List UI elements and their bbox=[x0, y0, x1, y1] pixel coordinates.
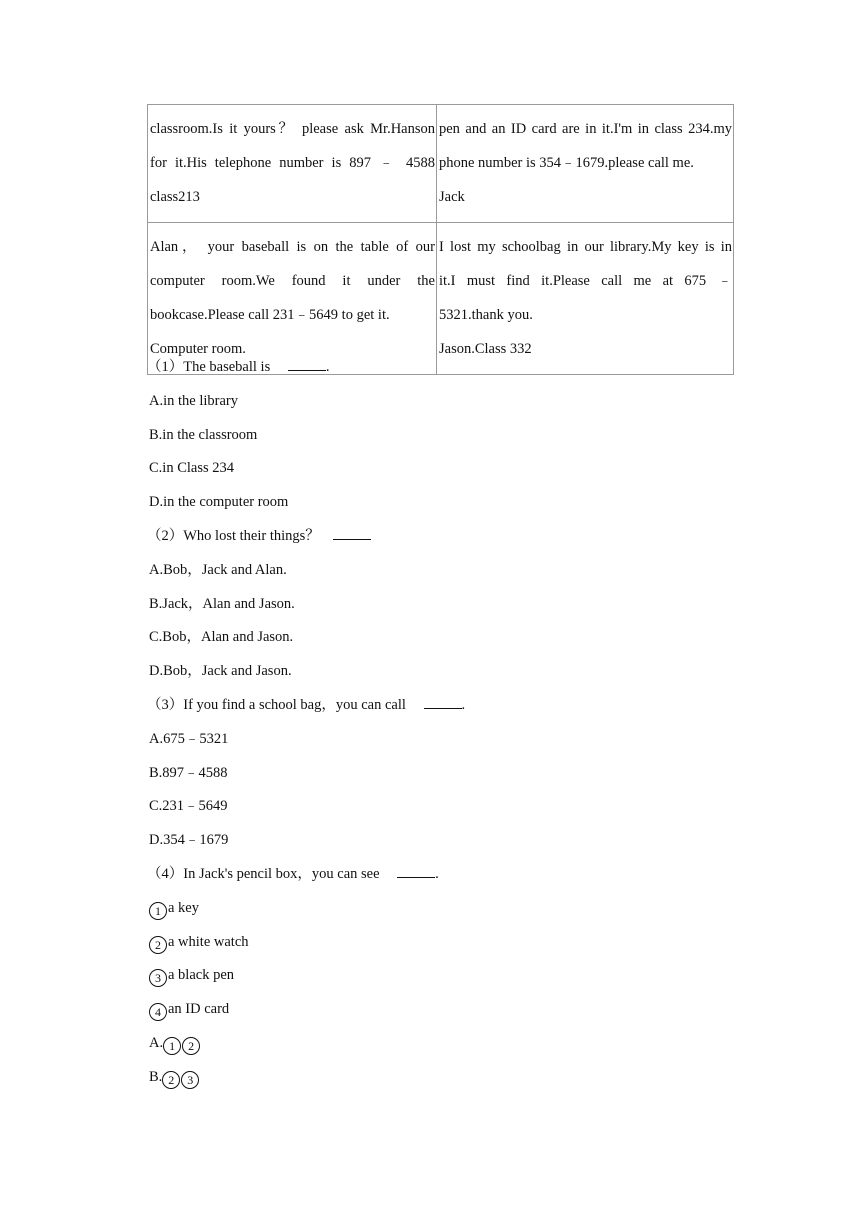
question-text: （4）In Jack's pencil box，you can see bbox=[147, 865, 380, 882]
list-item bbox=[149, 993, 749, 1027]
option[interactable] bbox=[149, 1027, 749, 1061]
circled-number: 2 bbox=[162, 1071, 180, 1089]
item-text: a white watch bbox=[168, 933, 249, 950]
blank-suffix: . bbox=[461, 696, 466, 713]
questions-section bbox=[149, 351, 749, 1095]
item-text: a black pen bbox=[168, 967, 235, 984]
option[interactable]: C.Bob，Alan and Jason. bbox=[149, 629, 294, 646]
blank-suffix: . bbox=[325, 359, 330, 375]
question-stem bbox=[147, 520, 749, 554]
cell-line: classroom.Is it yours？ please ask Mr.Hanson bbox=[150, 121, 435, 137]
cell-line: Alan， your baseball is on the table of our bbox=[150, 239, 435, 255]
table-cell bbox=[437, 105, 734, 223]
option[interactable]: D.354﹣1679 bbox=[149, 832, 229, 849]
list-item bbox=[149, 892, 749, 926]
circled-number: 4 bbox=[149, 1003, 167, 1021]
item-text: a key bbox=[168, 899, 199, 916]
circled-number: 2 bbox=[182, 1037, 200, 1055]
option-prefix: B. bbox=[149, 1068, 163, 1085]
cell-line: Jason.Class 332 bbox=[439, 341, 532, 357]
circled-number: 3 bbox=[149, 969, 167, 987]
answer-blank[interactable] bbox=[397, 861, 435, 878]
question-text: （2）Who lost their things？ bbox=[147, 527, 320, 544]
option[interactable]: A.in the library bbox=[149, 392, 238, 409]
answer-blank[interactable] bbox=[288, 354, 326, 371]
option[interactable]: A.Bob，Jack and Alan. bbox=[149, 561, 287, 578]
cell-line: pen and an ID card are in it.I'm in class 234.my bbox=[439, 121, 732, 137]
cell-line: for it.His telephone number is 897 ﹣ 4588 bbox=[150, 155, 435, 171]
option[interactable]: C.231﹣5649 bbox=[149, 798, 228, 815]
question-stem bbox=[147, 351, 749, 385]
option[interactable]: D.Bob，Jack and Jason. bbox=[149, 663, 292, 680]
option-prefix: A. bbox=[149, 1034, 164, 1051]
question-text: （3）If you find a school bag，you can call bbox=[147, 696, 406, 713]
circled-number: 3 bbox=[181, 1071, 199, 1089]
lost-and-found-table bbox=[147, 104, 734, 375]
option[interactable]: D.in the computer room bbox=[149, 494, 289, 511]
cell-line: class213 bbox=[150, 189, 200, 205]
cell-line: Computer room. bbox=[150, 341, 246, 357]
list-item bbox=[149, 959, 749, 993]
cell-line: phone number is 354﹣1679.please call me. bbox=[439, 155, 694, 171]
option[interactable]: A.675﹣5321 bbox=[149, 730, 229, 747]
option[interactable]: C.in Class 234 bbox=[149, 460, 234, 477]
question-text: （1）The baseball is bbox=[147, 359, 271, 375]
cell-line: 5321.thank you. bbox=[439, 307, 533, 323]
circled-number: 2 bbox=[149, 936, 167, 954]
cell-line: computer room.We found it under the bbox=[150, 273, 435, 289]
answer-blank[interactable] bbox=[424, 692, 462, 709]
list-item bbox=[149, 926, 749, 960]
question-stem bbox=[147, 689, 749, 723]
cell-line: bookcase.Please call 231﹣5649 to get it. bbox=[150, 307, 390, 323]
circled-number: 1 bbox=[163, 1037, 181, 1055]
table-row bbox=[148, 105, 734, 223]
option[interactable]: B.897﹣4588 bbox=[149, 764, 228, 781]
cell-line: I lost my schoolbag in our library.My key is in bbox=[439, 239, 732, 255]
item-text: an ID card bbox=[168, 1001, 230, 1018]
option[interactable]: B.Jack，Alan and Jason. bbox=[149, 595, 295, 612]
blank-suffix: . bbox=[435, 865, 439, 882]
option[interactable] bbox=[149, 1061, 749, 1095]
answer-blank[interactable] bbox=[333, 523, 371, 540]
cell-line: it.I must find it.Please call me at 675 ﹣ bbox=[439, 273, 732, 289]
question-stem bbox=[147, 858, 749, 892]
cell-line: Jack bbox=[439, 189, 465, 205]
option[interactable]: B.in the classroom bbox=[149, 426, 258, 443]
table-cell bbox=[148, 105, 437, 223]
circled-number: 1 bbox=[149, 902, 167, 920]
